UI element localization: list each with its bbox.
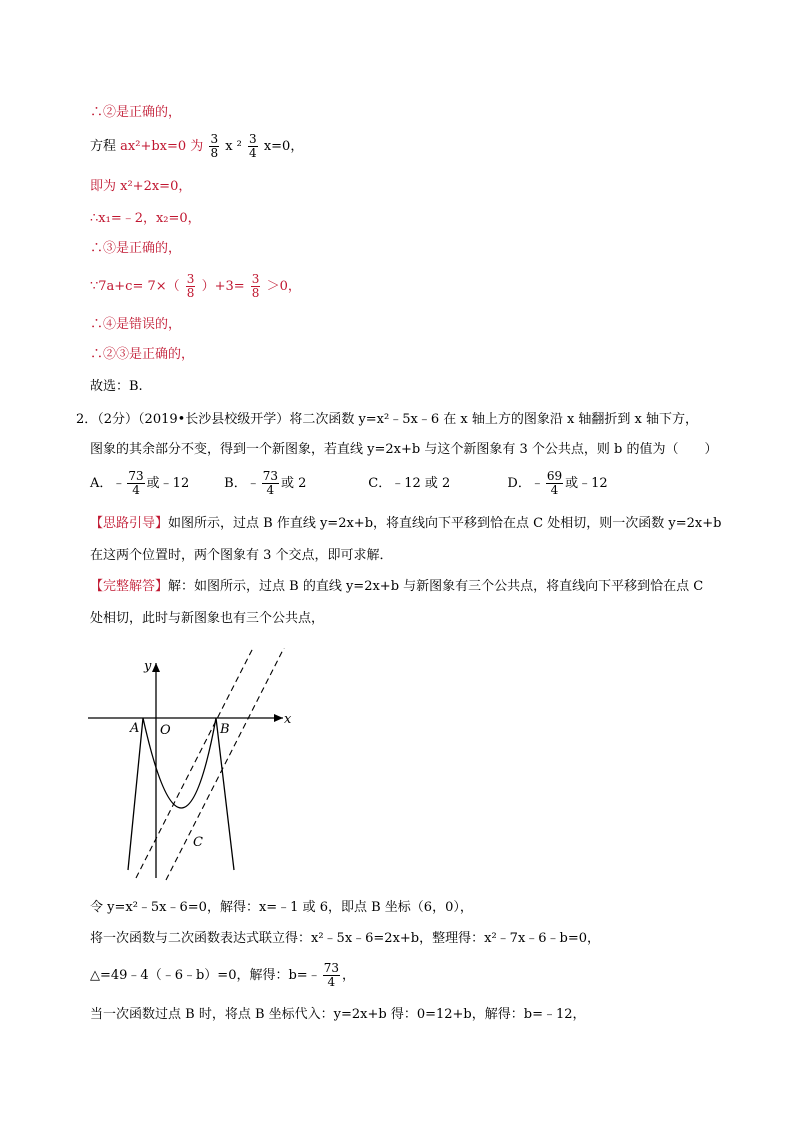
option-d[interactable]: [507, 470, 607, 497]
fraction: [209, 133, 219, 160]
fraction: [127, 470, 144, 497]
fraction-numerator: 3: [251, 272, 260, 286]
option-c[interactable]: C．﹣12 或 2: [368, 476, 451, 491]
fraction: [546, 470, 563, 497]
hint-line-1: [90, 515, 721, 533]
fraction-numerator: 3: [186, 272, 195, 286]
fraction-denominator: 4: [266, 483, 275, 497]
fraction-numerator: 73: [323, 961, 339, 975]
line-roots: ∴x₁=﹣2，x₂=0，: [90, 211, 201, 226]
fraction-denominator: 4: [249, 146, 257, 160]
fraction-numerator: 3: [249, 132, 257, 146]
fraction-numerator: 3: [210, 132, 219, 146]
point-b-label: B: [220, 722, 230, 737]
point-c-label: C: [193, 835, 203, 850]
solution-line-3: [90, 962, 355, 989]
hint-text: 如图所示，过点 B 作直线 y=2x+b，将直线向下平移到恰在点 C 处相切，则一次函数 y=2x+b: [168, 516, 722, 531]
line-conclusion: ∴②③是正确的，: [90, 347, 195, 362]
fraction-denominator: 4: [327, 975, 336, 989]
solution-line-4: 当一次函数过点 B 时，将点 B 坐标代入：y=2x+b 得：0=12+b，解得：b=﹣12，: [90, 1007, 586, 1022]
question-meta: （2分）（2019•长沙县校级开学）: [97, 412, 290, 427]
folded-parabola: [128, 718, 234, 870]
fraction-denominator: 8: [186, 286, 195, 300]
solution-3-suffix: ，: [341, 968, 355, 983]
option-a-tail: 或﹣12: [146, 476, 190, 491]
question-text: 将二次函数 y=x²﹣5x﹣6 在 x 轴上方的图象沿 x 轴翻折到 x 轴下方，: [289, 412, 699, 427]
answer-line-2: 处相切，此时与新图象也有三个公共点，: [90, 611, 325, 626]
check-line: [90, 273, 301, 300]
option-b-tail: 或 2: [280, 476, 307, 491]
fraction: [186, 273, 196, 300]
fraction-numerator: 73: [262, 469, 278, 483]
answer-line-1: [90, 578, 703, 596]
question-line-1: [76, 411, 698, 429]
answer-choice: 故选：B.: [90, 379, 143, 394]
solution-line-1: 令 y=x²﹣5x﹣6=0，解得：x=﹣1 或 6，即点 B 坐标（6，0），: [90, 900, 473, 915]
fraction-denominator: 4: [550, 483, 559, 497]
graph-figure: [88, 648, 318, 883]
equation-left: ax²+bx=0 为: [120, 139, 204, 154]
answer-text: 解：如图所示，过点 B 的直线 y=2x+b 与新图象有三个公共点，将直线向下平移到恰在点 C: [168, 579, 704, 594]
equation-prefix: 方程: [90, 139, 117, 154]
fraction: [251, 273, 261, 300]
option-d-label: D．﹣: [507, 476, 544, 491]
solution-line-2: 将一次函数与二次函数表达式联立得：x²﹣5x﹣6=2x+b，整理得：x²﹣7x﹣6﹣b=0，: [90, 931, 601, 946]
line-3-correct: ∴③是正确的，: [90, 241, 182, 256]
question-options: [90, 470, 608, 497]
fraction-denominator: 8: [210, 146, 219, 160]
option-a[interactable]: [90, 470, 220, 497]
equation-line: [90, 133, 303, 160]
fraction: [262, 470, 279, 497]
fraction-denominator: 4: [132, 483, 140, 497]
line-4-wrong: ∴④是错误的，: [90, 317, 182, 332]
fraction: [248, 133, 258, 160]
fraction-denominator: 8: [251, 286, 260, 300]
y-axis-label: y: [144, 659, 152, 674]
question-line-2: 图象的其余部分不变，得到一个新图象，若直线 y=2x+b 与这个新图象有 3 个公共点，则 b 的值为（ ）: [90, 442, 718, 457]
fraction-numerator: 69: [546, 469, 563, 483]
option-b[interactable]: [224, 470, 364, 497]
line-simplified: 即为 x²+2x=0，: [90, 179, 192, 194]
check-prefix: ∵7a+c= 7×（: [90, 279, 180, 294]
hint-line-2: 在这两个位置时，两个图象有 3 个交点，即可求解．: [90, 548, 393, 563]
line-2-correct: ∴②是正确的，: [90, 105, 182, 120]
fraction-numerator: 73: [128, 469, 144, 483]
equation-middle: x ²: [225, 139, 242, 154]
hint-tag: 【思路引导】: [90, 516, 169, 531]
fraction: [323, 962, 340, 989]
option-d-tail: 或﹣12: [565, 476, 608, 491]
tangent-line-at-c: [166, 648, 286, 880]
y-axis-arrow-icon: [152, 663, 160, 672]
option-b-label: B．﹣: [224, 476, 260, 491]
check-middle: ）+3=: [201, 279, 245, 294]
answer-tag: 【完整解答】: [90, 579, 169, 594]
check-suffix: ＞0，: [266, 279, 301, 294]
option-a-label: A．﹣: [90, 476, 126, 491]
solution-3-prefix: △=49﹣4（﹣6﹣b）=0，解得：b=﹣: [90, 968, 321, 983]
x-axis-arrow-icon: [274, 714, 283, 722]
equation-suffix: x=0，: [263, 139, 304, 154]
point-a-label: A: [130, 721, 140, 736]
question-number: 2．: [76, 412, 98, 427]
origin-label: O: [160, 723, 171, 738]
x-axis-label: x: [284, 712, 292, 727]
